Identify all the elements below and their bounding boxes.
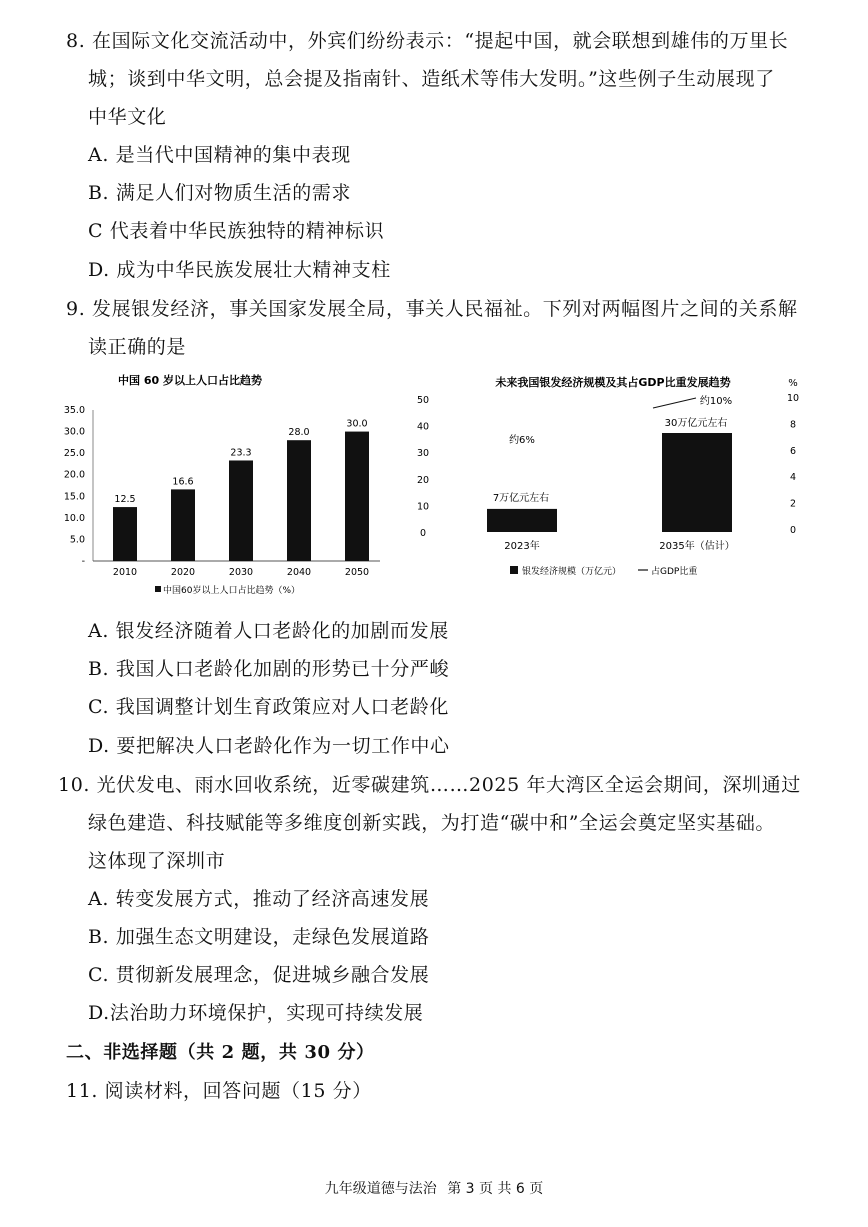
chart1-data-label: 16.6 (172, 476, 194, 488)
footer-page-number: 第 3 页 共 6 页 (447, 1181, 544, 1197)
q10-stem-line-2: 绿色建造、科技赋能等多维度创新实践，为打造“碳中和”全运会奠定坚实基础。 (88, 812, 776, 834)
chart1-data-label: 12.5 (114, 494, 136, 506)
chart1-bars (113, 419, 369, 561)
chart1-bar (113, 507, 137, 561)
chart1-y-tick-label: 20.0 (63, 469, 85, 481)
chart1-y2-ticks (417, 395, 429, 539)
q10-option-a: A. 转变发展方式，推动了经济高速发展 (88, 888, 430, 910)
q10-option-c: C. 贯彻新发展理念，促进城乡融合发展 (88, 964, 430, 986)
chart1-y-tick-label: - (81, 556, 85, 567)
chart1-x-label: 2030 (228, 567, 254, 578)
q9-option-a: A. 银发经济随着人口老龄化的加剧而发展 (88, 620, 449, 642)
section-heading-non-choice: 二、非选择题（共 2 题，共 30 分） (66, 1042, 375, 1063)
chart1-legend: 中国60岁以上人口占比趋势（%） (163, 586, 301, 596)
chart1-x-label: 2040 (286, 567, 312, 578)
chart1-bar (229, 460, 253, 561)
chart2-legend-swatch (510, 566, 518, 574)
q9-stem-line-2: 读正确的是 (88, 336, 187, 358)
q8-option-b: B. 满足人们对物质生活的需求 (88, 182, 352, 204)
chart2-y2-ticks (787, 393, 799, 536)
chart1-x-label: 2050 (344, 567, 370, 578)
chart2-y2-unit: % (788, 378, 798, 389)
q9-option-d: D. 要把解决人口老龄化作为一切工作中心 (88, 735, 450, 757)
chart2-bar (662, 433, 732, 532)
q8-option-d: D. 成为中华民族发展壮大精神支柱 (88, 259, 391, 281)
chart1-y-tick-label: 25.0 (63, 448, 85, 460)
q10-option-d: D.法治助力环境保护，实现可持续发展 (88, 1002, 424, 1024)
chart2-y2-tick-label: 2 (789, 498, 797, 510)
q8-stem-line-3: 中华文化 (88, 106, 167, 128)
chart2-y2-tick-label: 4 (789, 472, 797, 484)
chart1-title: 中国 60 岁以上人口占比趋势 (118, 374, 262, 387)
silver-economy-chart (468, 368, 808, 584)
chart1-y2-tick-label: 30 (416, 448, 430, 460)
chart1-y2-tick-label: 10 (416, 501, 430, 513)
chart2-x-label: 2035年（估计） (659, 541, 735, 552)
chart1-y-tick-label: 35.0 (63, 405, 85, 416)
chart1-x-labels (113, 567, 369, 578)
chart1-y-tick-label: 30.0 (63, 426, 85, 438)
chart1-y2-tick-label: 20 (416, 474, 430, 486)
q9-option-c: C. 我国调整计划生育政策应对人口老龄化 (88, 696, 449, 718)
chart2-annotation-2035-share: 约10% (699, 396, 733, 407)
chart1-y-tick-label: 5.0 (69, 534, 85, 546)
footer-subject: 九年级道德与法治 (324, 1181, 437, 1197)
q9-option-b: B. 我国人口老龄化加剧的形势已十分严峻 (88, 658, 450, 680)
chart1-data-label: 23.3 (230, 447, 252, 459)
chart2-annotation-2035-value: 30万亿元左右 (664, 418, 728, 429)
chart1-x-label: 2020 (170, 567, 196, 578)
chart2-annotation-2023-share: 约6% (509, 435, 535, 446)
chart2-bars (487, 433, 732, 532)
chart2-y2-tick-label: 8 (789, 419, 797, 431)
chart2-legend-scale: 银发经济规模（万亿元） (522, 567, 622, 577)
q9-stem-line-1: 9. 发展银发经济，事关国家发展全局，事关人民福祉。下列对两幅图片之间的关系解 (66, 298, 798, 320)
chart2-bar (487, 509, 557, 532)
q11-stem: 11. 阅读材料，回答问题（15 分） (66, 1080, 372, 1102)
chart2-annotation-2023-value: 7万亿元左右 (492, 493, 550, 504)
chart1-data-label: 30.0 (346, 418, 368, 430)
q8-stem-line-1: 8. 在国际文化交流活动中，外宾们纷纷表示：“提起中国，就会联想到雄伟的万里长 (66, 30, 789, 52)
chart1-y2-tick-label: 50 (416, 395, 430, 406)
q8-option-a: A. 是当代中国精神的集中表现 (88, 144, 351, 166)
q10-option-b: B. 加强生态文明建设，走绿色发展道路 (88, 926, 430, 948)
chart2-share-line (653, 398, 696, 408)
chart1-data-label: 28.0 (288, 427, 310, 439)
chart1-y-tick-label: 15.0 (63, 491, 85, 503)
chart1-legend-swatch (155, 586, 161, 592)
chart1-bar (171, 489, 195, 561)
q8-stem-line-2: 城；谈到中华文明，总会提及指南针、造纸术等伟大发明。”这些例子生动展现了 (88, 68, 775, 90)
chart2-legend-share: 占GDP比重 (651, 567, 698, 577)
q10-stem-line-3: 这体现了深圳市 (88, 850, 226, 872)
aging-population-chart (55, 368, 445, 604)
chart1-bar (345, 432, 369, 561)
chart2-y2-tick-label: 10 (786, 393, 800, 404)
chart1-bar (287, 440, 311, 561)
chart1-y-tick-label: 10.0 (63, 512, 85, 524)
chart2-x-label: 2023年 (504, 541, 540, 552)
chart2-x-labels (504, 539, 734, 552)
chart2-title: 未来我国银发经济规模及其占GDP比重发展趋势 (495, 376, 731, 389)
chart1-y-ticks (64, 405, 85, 567)
chart1-x-label: 2010 (112, 567, 138, 578)
chart2-y2-tick-label: 0 (789, 525, 797, 536)
q10-stem-line-1: 10. 光伏发电、雨水回收系统，近零碳建筑……2025 年大湾区全运会期间，深圳通过 (58, 774, 801, 796)
chart1-y2-tick-label: 40 (416, 421, 430, 433)
chart2-y2-tick-label: 6 (789, 445, 797, 457)
chart1-y2-tick-label: 0 (419, 528, 427, 539)
page-footer (0, 1178, 868, 1198)
q8-option-c: C 代表着中华民族独特的精神标识 (88, 220, 385, 242)
